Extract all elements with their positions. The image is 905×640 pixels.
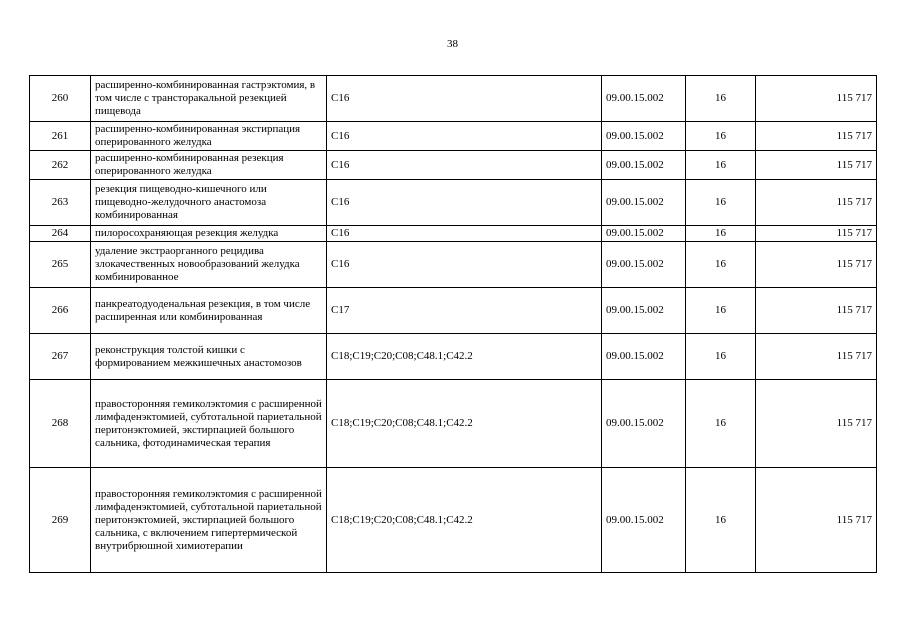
procedure-name: удаление экстраорганного рецидива злокачественных новообразований желудка комбинированное bbox=[91, 242, 327, 288]
diagnosis-codes: C16 bbox=[327, 242, 602, 288]
specialty-code: 09.00.15.002 bbox=[602, 242, 686, 288]
row-number: 261 bbox=[30, 122, 91, 151]
cost-value: 115 717 bbox=[756, 242, 877, 288]
specialty-code: 09.00.15.002 bbox=[602, 288, 686, 334]
procedure-name: правосторонняя гемиколэктомия с расширенной лимфаденэктомией, субтотальной париетальной перитонэктомией, экстирпацией большого сальника, фотодинамическая терапия bbox=[91, 380, 327, 468]
row-number: 268 bbox=[30, 380, 91, 468]
diagnosis-codes: C18;C19;C20;C08;C48.1;C42.2 bbox=[327, 468, 602, 573]
cost-value: 115 717 bbox=[756, 151, 877, 180]
group-number: 16 bbox=[686, 242, 756, 288]
row-number: 267 bbox=[30, 334, 91, 380]
row-number: 265 bbox=[30, 242, 91, 288]
row-number: 260 bbox=[30, 76, 91, 122]
group-number: 16 bbox=[686, 380, 756, 468]
diagnosis-codes: C16 bbox=[327, 76, 602, 122]
specialty-code: 09.00.15.002 bbox=[602, 76, 686, 122]
diagnosis-codes: C18;C19;C20;C08;C48.1;C42.2 bbox=[327, 380, 602, 468]
table-row bbox=[30, 76, 877, 122]
diagnosis-codes: C16 bbox=[327, 151, 602, 180]
table-row bbox=[30, 226, 877, 242]
table-row bbox=[30, 122, 877, 151]
table-row bbox=[30, 380, 877, 468]
procedure-name: расширенно-комбинированная гастрэктомия, в том числе с трансторакальной резекцией пищевода bbox=[91, 76, 327, 122]
diagnosis-codes: C18;C19;C20;C08;C48.1;C42.2 bbox=[327, 334, 602, 380]
procedure-name: резекция пищеводно-кишечного или пищеводно-желудочного анастомоза комбинированная bbox=[91, 180, 327, 226]
cost-value: 115 717 bbox=[756, 180, 877, 226]
group-number: 16 bbox=[686, 151, 756, 180]
table-row bbox=[30, 334, 877, 380]
procedures-table bbox=[29, 75, 877, 573]
procedure-name: правосторонняя гемиколэктомия с расширенной лимфаденэктомией, субтотальной париетальной перитонэктомией, экстирпацией большого сальника, с включением гипертермической внутрибрюшной химиотерапии bbox=[91, 468, 327, 573]
diagnosis-codes: C17 bbox=[327, 288, 602, 334]
table-row bbox=[30, 180, 877, 226]
diagnosis-codes: C16 bbox=[327, 180, 602, 226]
cost-value: 115 717 bbox=[756, 468, 877, 573]
group-number: 16 bbox=[686, 334, 756, 380]
group-number: 16 bbox=[686, 76, 756, 122]
diagnosis-codes: C16 bbox=[327, 226, 602, 242]
group-number: 16 bbox=[686, 180, 756, 226]
row-number: 262 bbox=[30, 151, 91, 180]
cost-value: 115 717 bbox=[756, 226, 877, 242]
table-row bbox=[30, 468, 877, 573]
specialty-code: 09.00.15.002 bbox=[602, 122, 686, 151]
page-number: 38 bbox=[447, 38, 458, 50]
procedure-name: пилоросохраняющая резекция желудка bbox=[91, 226, 327, 242]
table-row bbox=[30, 151, 877, 180]
specialty-code: 09.00.15.002 bbox=[602, 468, 686, 573]
specialty-code: 09.00.15.002 bbox=[602, 151, 686, 180]
group-number: 16 bbox=[686, 122, 756, 151]
row-number: 263 bbox=[30, 180, 91, 226]
procedure-name: расширенно-комбинированная экстирпация оперированного желудка bbox=[91, 122, 327, 151]
specialty-code: 09.00.15.002 bbox=[602, 180, 686, 226]
group-number: 16 bbox=[686, 226, 756, 242]
row-number: 266 bbox=[30, 288, 91, 334]
row-number: 264 bbox=[30, 226, 91, 242]
table-row bbox=[30, 242, 877, 288]
procedure-name: реконструкция толстой кишки с формированием межкишечных анастомозов bbox=[91, 334, 327, 380]
procedure-name: расширенно-комбинированная резекция оперированного желудка bbox=[91, 151, 327, 180]
cost-value: 115 717 bbox=[756, 76, 877, 122]
cost-value: 115 717 bbox=[756, 380, 877, 468]
cost-value: 115 717 bbox=[756, 122, 877, 151]
group-number: 16 bbox=[686, 288, 756, 334]
procedure-name: панкреатодуоденальная резекция, в том числе расширенная или комбинированная bbox=[91, 288, 327, 334]
specialty-code: 09.00.15.002 bbox=[602, 226, 686, 242]
row-number: 269 bbox=[30, 468, 91, 573]
cost-value: 115 717 bbox=[756, 288, 877, 334]
cost-value: 115 717 bbox=[756, 334, 877, 380]
specialty-code: 09.00.15.002 bbox=[602, 334, 686, 380]
table-row bbox=[30, 288, 877, 334]
specialty-code: 09.00.15.002 bbox=[602, 380, 686, 468]
diagnosis-codes: C16 bbox=[327, 122, 602, 151]
group-number: 16 bbox=[686, 468, 756, 573]
